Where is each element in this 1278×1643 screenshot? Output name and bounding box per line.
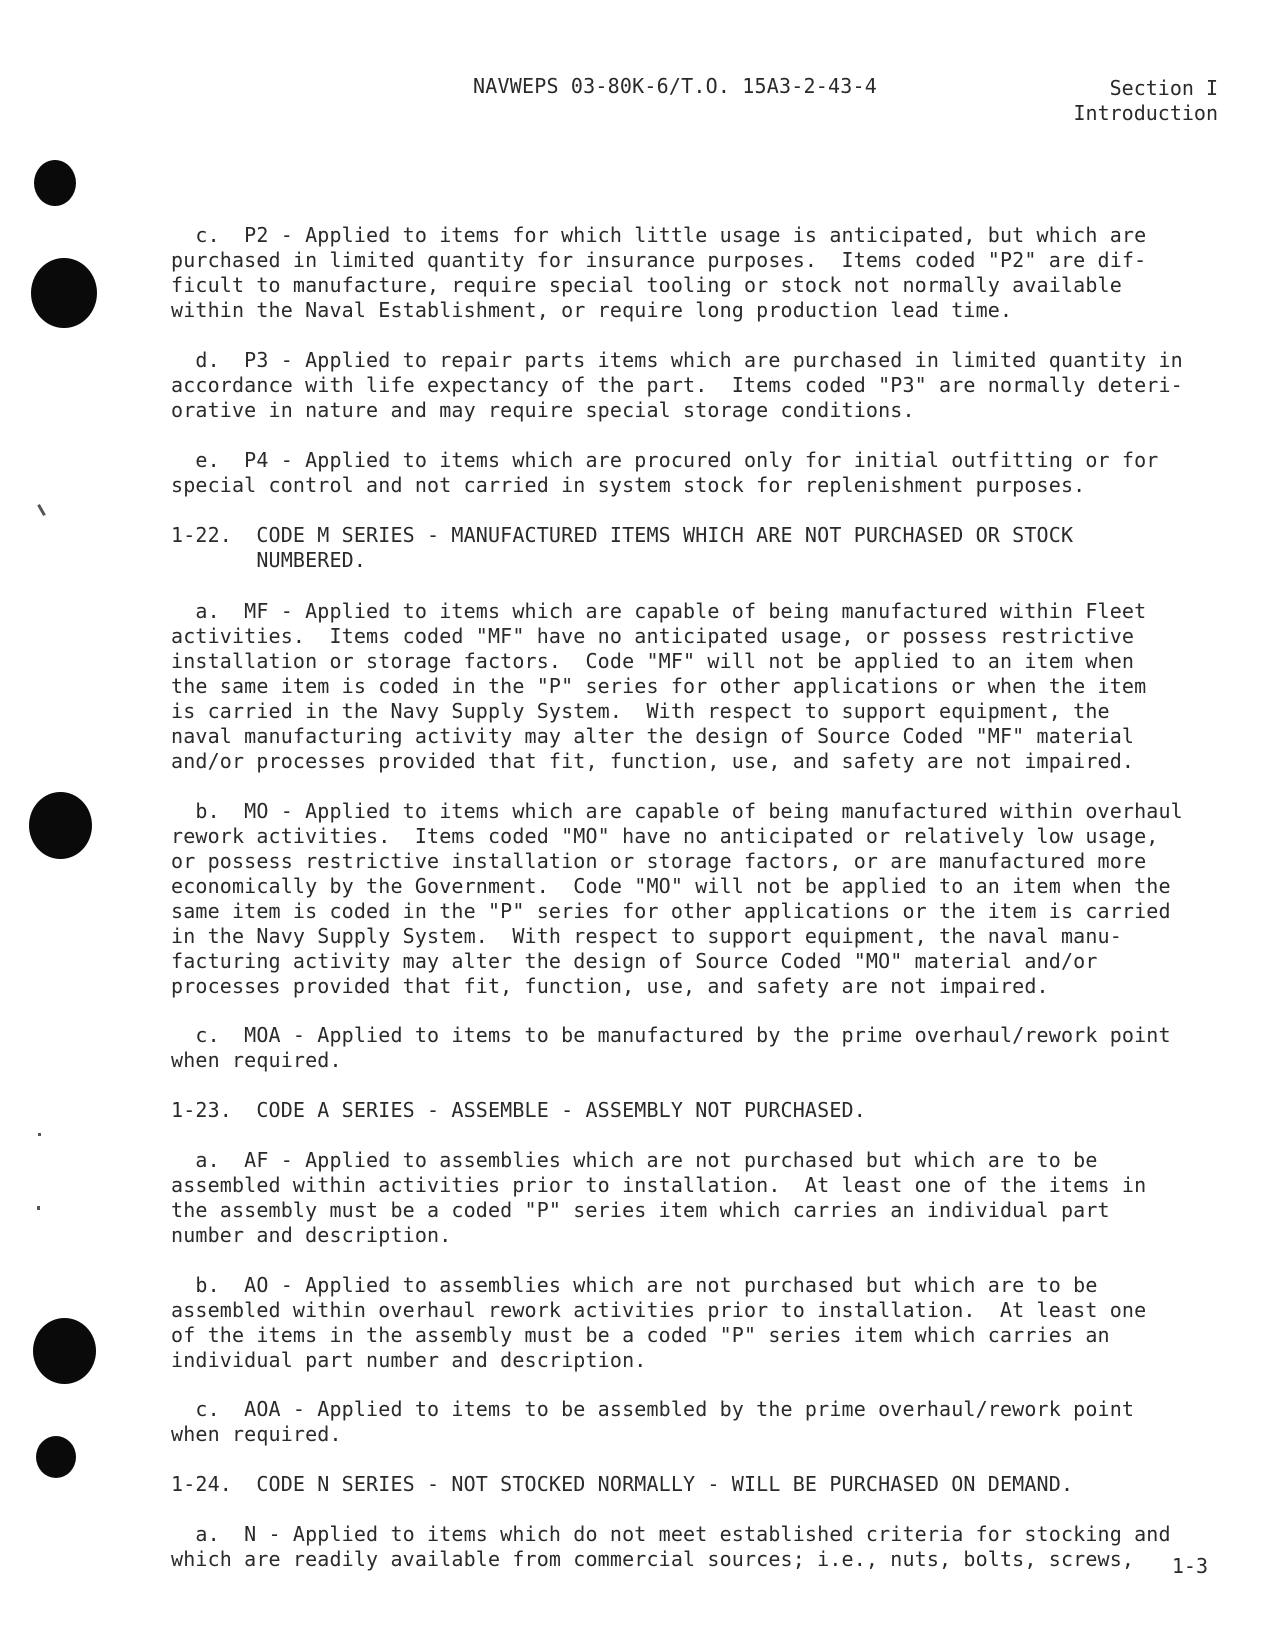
text-line: economically by the Government. Code "MO" will not be applied to an item when the xyxy=(171,874,1171,898)
text-line: facturing activity may alter the design of Source Coded "MO" material and/or xyxy=(171,949,1098,973)
text-line: 1-24. CODE N SERIES - NOT STOCKED NORMALLY - WILL BE PURCHASED ON DEMAND. xyxy=(171,1472,1074,1496)
punch-hole xyxy=(31,258,97,328)
text-line: naval manufacturing activity may alter the design of Source Coded "MF" material xyxy=(171,724,1135,748)
text-line: orative in nature and may require special storage conditions. xyxy=(171,398,915,422)
text-line: of the items in the assembly must be a coded "P" series item which carries an xyxy=(171,1323,1110,1347)
text-line: ficult to manufacture, require special tooling or stock not normally available xyxy=(171,273,1122,297)
text-line: assembled within overhaul rework activities prior to installation. At least one xyxy=(171,1298,1147,1322)
page-number: 1-3 xyxy=(1171,1554,1208,1578)
text-line: a. N - Applied to items which do not meet established criteria for stocking and xyxy=(171,1522,1171,1546)
section-title: Introduction xyxy=(1073,101,1218,125)
text-line: b. MO - Applied to items which are capable of being manufactured within overhaul xyxy=(171,799,1183,823)
text-line: is carried in the Navy Supply System. With respect to support equipment, the xyxy=(171,699,1110,723)
text-line: the assembly must be a coded "P" series item which carries an individual part xyxy=(171,1198,1110,1222)
text-line: 1-23. CODE A SERIES - ASSEMBLE - ASSEMBLY NOT PURCHASED. xyxy=(171,1098,866,1122)
text-line: c. P2 - Applied to items for which little usage is anticipated, but which are xyxy=(171,223,1147,247)
text-line: number and description. xyxy=(171,1223,452,1247)
text-line: same item is coded in the "P" series for other applications or the item is carried xyxy=(171,899,1171,923)
text-line: processes provided that fit, function, use, and safety are not impaired. xyxy=(171,974,1049,998)
text-line: installation or storage factors. Code "MF" will not be applied to an item when xyxy=(171,649,1135,673)
scan-speck xyxy=(38,1133,41,1136)
text-line: in the Navy Supply System. With respect to support equipment, the naval manu- xyxy=(171,924,1122,948)
paragraph-n xyxy=(171,1472,1171,1597)
text-line: rework activities. Items coded "MO" have no anticipated or relatively low usage, xyxy=(171,824,1159,848)
text-line: the same item is coded in the "P" series for other applications or when the item xyxy=(171,674,1147,698)
punch-hole xyxy=(34,160,76,206)
punch-hole xyxy=(29,792,92,859)
text-line: assembled within activities prior to installation. At least one of the items in xyxy=(171,1173,1147,1197)
punch-hole xyxy=(33,1318,96,1384)
section-heading xyxy=(1074,76,1219,126)
section-label: Section I xyxy=(1109,76,1218,100)
text-line: individual part number and description. xyxy=(171,1348,647,1372)
text-line: or possess restrictive installation or storage factors, or are manufactured more xyxy=(171,849,1147,873)
text-line: c. MOA - Applied to items to be manufactured by the prime overhaul/rework point xyxy=(171,1023,1171,1047)
text-line: a. AF - Applied to assemblies which are not purchased but which are to be xyxy=(171,1148,1098,1172)
text-line: purchased in limited quantity for insurance purposes. Items coded "P2" are dif- xyxy=(171,248,1147,272)
text-line: activities. Items coded "MF" have no anticipated usage, or possess restrictive xyxy=(171,624,1135,648)
text-line: b. AO - Applied to assemblies which are not purchased but which are to be xyxy=(171,1273,1098,1297)
text-line: d. P3 - Applied to repair parts items which are purchased in limited quantity in xyxy=(171,348,1183,372)
text-line: accordance with life expectancy of the part. Items coded "P3" are normally deteri- xyxy=(171,373,1183,397)
scan-speck xyxy=(37,504,46,516)
text-line: within the Naval Establishment, or require long production lead time. xyxy=(171,298,1013,322)
text-line: a. MF - Applied to items which are capable of being manufactured within Fleet xyxy=(171,599,1147,623)
text-line: when required. xyxy=(171,1048,342,1072)
text-line: NUMBERED. xyxy=(171,548,367,572)
scan-speck xyxy=(37,1206,40,1210)
text-line: c. AOA - Applied to items to be assembled by the prime overhaul/rework point xyxy=(171,1397,1135,1421)
text-line: when required. xyxy=(171,1422,342,1446)
punch-hole xyxy=(36,1436,76,1478)
text-line: which are readily available from commercial sources; i.e., nuts, bolts, screws, xyxy=(171,1547,1135,1571)
text-line: 1-22. CODE M SERIES - MANUFACTURED ITEMS WHICH ARE NOT PURCHASED OR STOCK xyxy=(171,523,1074,547)
text-line: e. P4 - Applied to items which are procured only for initial outfitting or for xyxy=(171,448,1159,472)
document-number: NAVWEPS 03-80K-6/T.O. 15A3-2-43-4 xyxy=(473,74,877,98)
text-line: and/or processes provided that fit, function, use, and safety are not impaired. xyxy=(171,749,1135,773)
text-line: special control and not carried in system stock for replenishment purposes. xyxy=(171,473,1086,497)
